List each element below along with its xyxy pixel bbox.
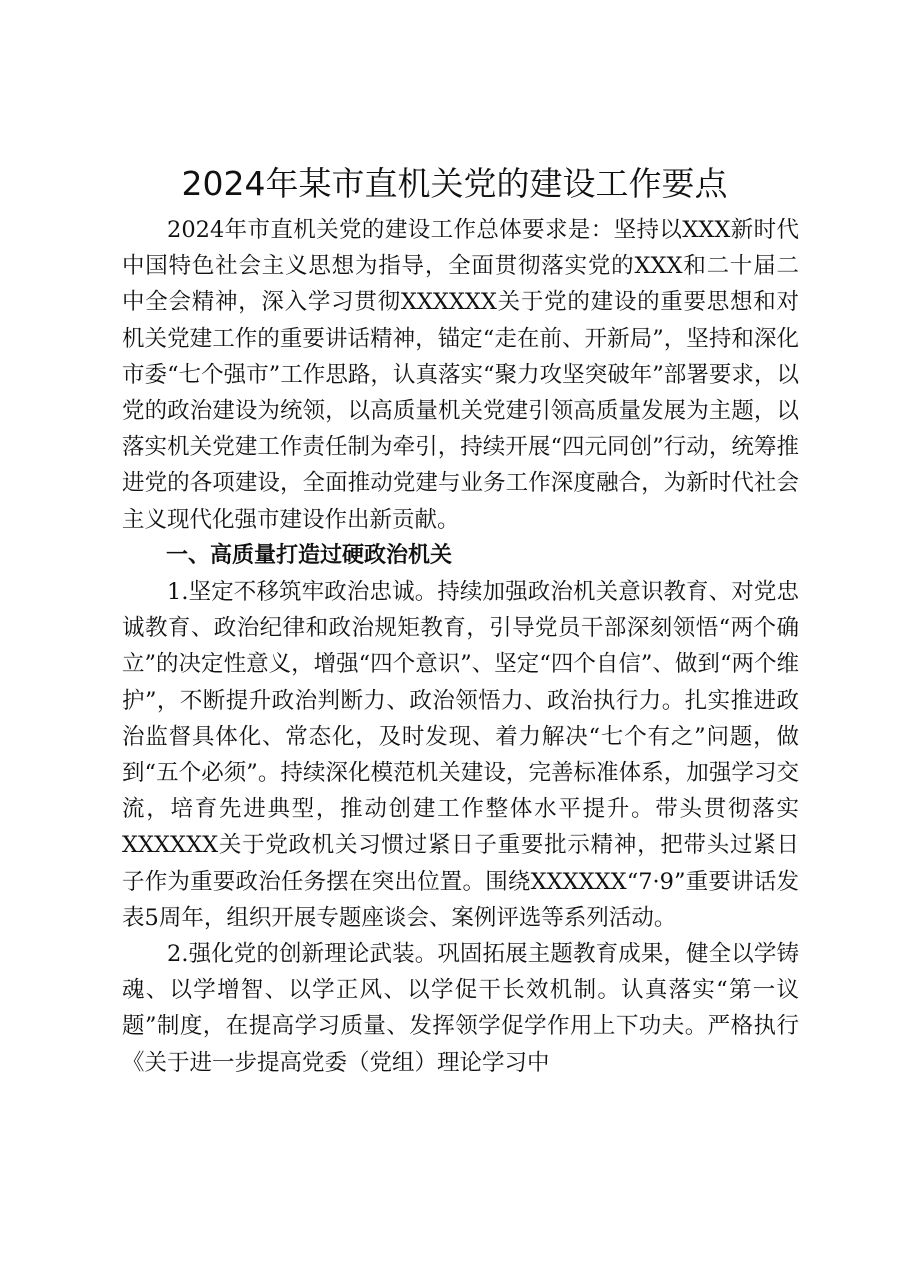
section-heading: 一、高质量打造过硬政治机关	[166, 542, 453, 568]
paragraph-item-2: 2.强化党的创新理论武装。巩固拓展主题教育成果，健全以学铸魂、以学增智、以学正风、以学促干长效机制。认真落实“第一议题”制度，在提高学习质量、发挥领学促学作用上下功夫。严格执行《关于进一步提高党委（党组）理论学习中	[122, 941, 799, 1076]
paragraph-item-1: 1.坚定不移筑牢政治忠诚。持续加强政治机关意识教育、对党忠诚教育、政治纪律和政治规矩教育，引导党员干部深刻领悟“两个确立”的决定性意义，增强“四个意识”、坚定“四个自信”、做到“两个维护”，不断提升政治判断力、政治领悟力、政治执行力。扎实推进政治监督具体化、常态化，及时发现、着力解决“七个有之”问题，做到“五个必须”。持续深化模范机关建设，完善标准体系，加强学习交流，培育先进典型，推动创建工作整体水平提升。带头贯彻落实XXXXXX关于党政机关习惯过紧日子重要批示精神，把带头过紧日子作为重要政治任务摆在突出位置。围绕XXXXXX“7·9”重要讲话发表5周年，组织开展专题座谈会、案例评选等系列活动。	[122, 579, 799, 931]
document-title: 2024年某市直机关党的建设工作要点	[181, 164, 728, 203]
document-body	[122, 212, 799, 1081]
intro-paragraph: 2024年市直机关党的建设工作总体要求是：坚持以XXX新时代中国特色社会主义思想为指导，全面贯彻落实党的XXX和二十届二中全会精神，深入学习贯彻XXXXXX关于党的建设的重要思想和对机关党建工作的重要讲话精神，锚定“走在前、开新局”，坚持和深化市委“七个强市”工作思路，认真落实“聚力攻坚突破年”部署要求，以党的政治建设为统领，以高质量机关党建引领高质量发展为主题，以落实机关党建工作责任制为牵引，持续开展“四元同创”行动，统筹推进党的各项建设，全面推动党建与业务工作深度融合，为新时代社会主义现代化强市建设作出新贡献。	[122, 217, 799, 533]
